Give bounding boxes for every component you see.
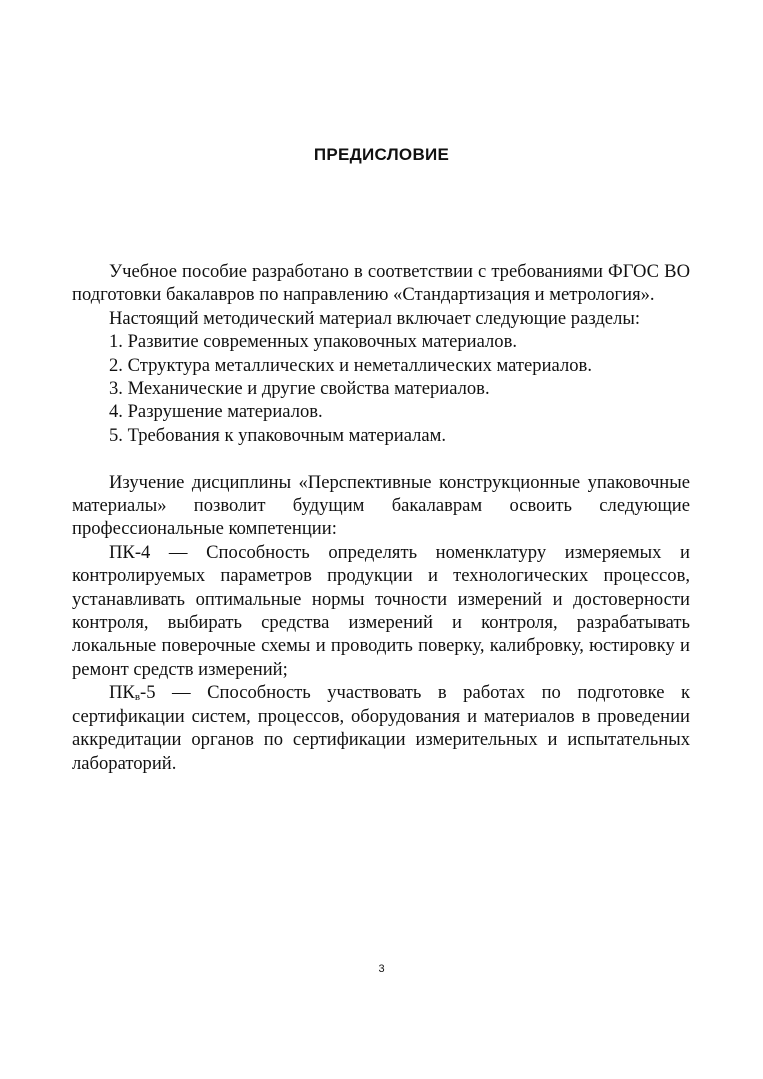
page-title: ПРЕДИСЛОВИЕ [313,145,450,164]
section-list-item: 2. Структура металлических и неметаллических материалов. [109,354,592,376]
page-number: 3 [378,963,385,975]
sections-intro-paragraph: Настоящий методический материал включает следующие разделы: [109,307,641,329]
section-list-item: 5. Требования к упаковочным материалам. [109,424,447,446]
competency-pkv5-paragraph [72,681,690,775]
competency-text: -5 — Способность участвовать в работах по подготовке к сертификации систем, процессов, оборудования и материалов в проведении аккредитации органов по сертификации измерительных и испытательных лабораторий. [72,682,690,774]
competency-pk4-paragraph: ПК-4 — Способность определять номенклатуру измеряемых и контролируемых параметров продукции и технологических процессов, устанавливать оптимальные нормы точности измерений и достоверности контроля, выбирать средства измерений и контроля, разрабатывать локальные поверочные схемы и проводить поверку, калибровку, юстировку и ремонт средств измерений; [72,541,690,680]
competency-code-subscript: в [134,691,141,704]
intro-paragraph: Учебное пособие разработано в соответствии с требованиями ФГОС ВО подготовки бакалавров по направлению «Стандартизация и метрология». [72,261,690,306]
section-list-item: 1. Развитие современных упаковочных материалов. [109,331,518,353]
competencies-intro-paragraph: Изучение дисциплины «Перспективные конструкционные упаковочные материалы» позволит будущим бакалаврам освоить следующие профессиональные компетенции: [72,471,690,540]
section-list-item: 3. Механические и другие свойства материалов. [109,378,490,400]
paragraph-spacer [72,447,690,470]
body-text [72,260,690,775]
competency-code-prefix: ПК [109,682,135,704]
section-list-item: 4. Разрушение материалов. [109,401,323,423]
